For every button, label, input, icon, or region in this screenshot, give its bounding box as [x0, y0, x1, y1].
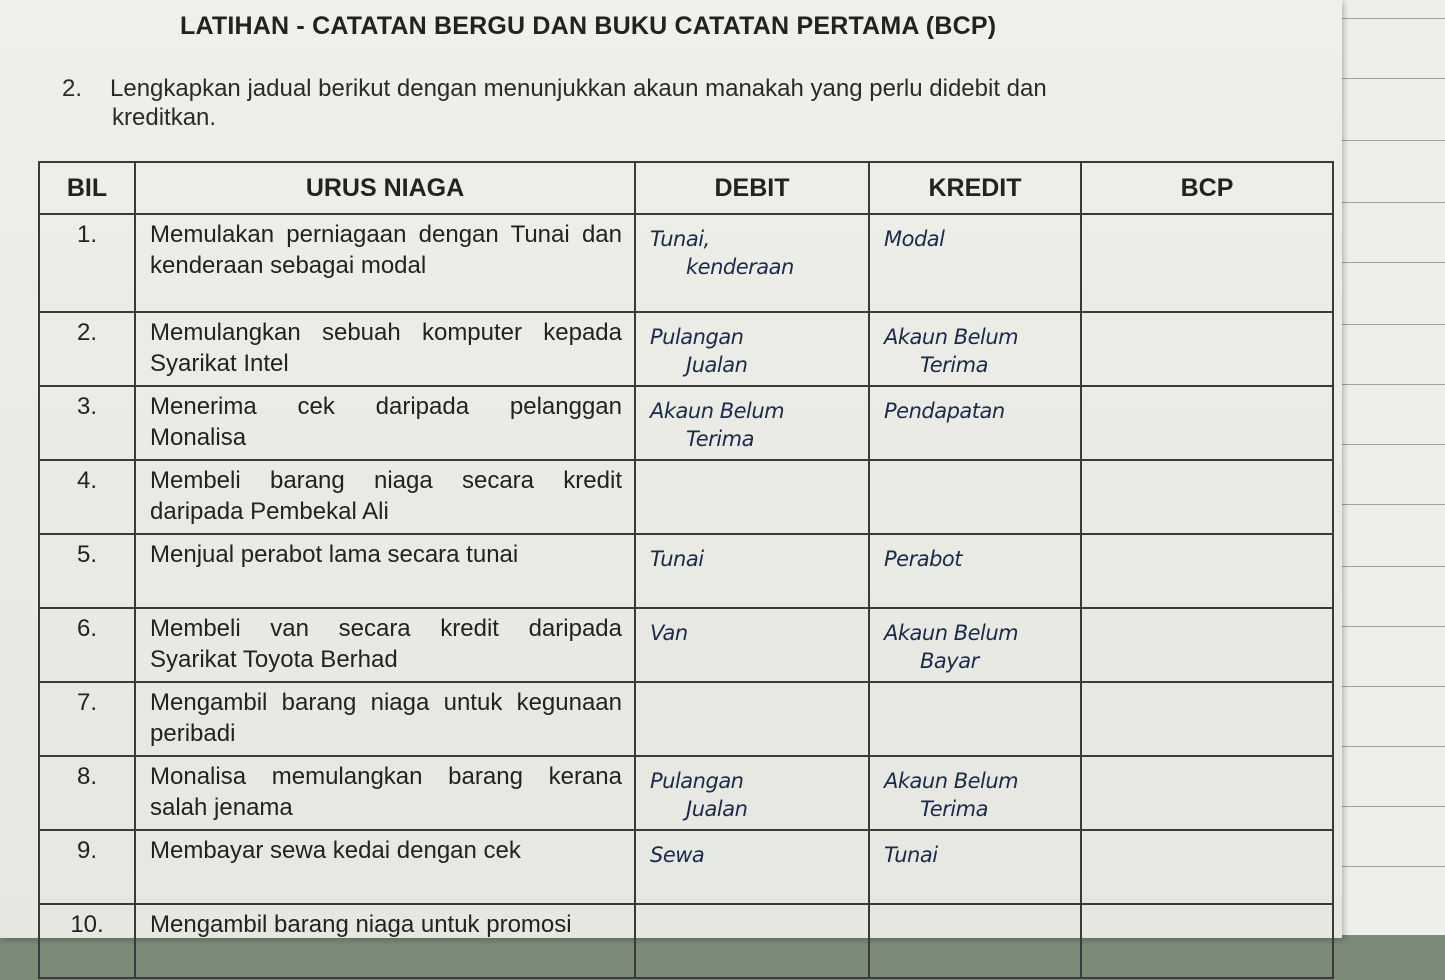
- cell-bcp[interactable]: [1081, 386, 1333, 460]
- cell-debit[interactable]: [635, 682, 869, 756]
- cell-bil: 2.: [39, 312, 135, 386]
- rule-line: [1338, 202, 1445, 203]
- cell-urus-niaga: Membayar sewa kedai dengan cek: [135, 830, 635, 904]
- handwritten-kredit-text: Akaun Belum: [884, 621, 1019, 645]
- header-bcp: BCP: [1081, 162, 1333, 214]
- handwritten-kredit-text: Akaun Belum: [884, 769, 1019, 793]
- rule-line: [1338, 262, 1445, 263]
- cell-bil: 9.: [39, 830, 135, 904]
- cell-urus-niaga: Menerima cek daripada pelanggan Monalisa: [135, 386, 635, 460]
- header-kredit: KREDIT: [869, 162, 1081, 214]
- handwritten-kredit-text: Terima: [920, 797, 988, 821]
- cell-bcp[interactable]: [1081, 830, 1333, 904]
- rule-line: [1338, 384, 1445, 385]
- cell-debit[interactable]: [635, 460, 869, 534]
- cell-kredit[interactable]: [869, 756, 1081, 830]
- handwritten-kredit-text: Pendapatan: [884, 399, 1005, 423]
- cell-bil: 8.: [39, 756, 135, 830]
- cell-urus-niaga: Memulangkan sebuah komputer kepada Syarikat Intel: [135, 312, 635, 386]
- rule-line: [1338, 78, 1445, 79]
- cell-bcp[interactable]: [1081, 214, 1333, 312]
- cell-bcp[interactable]: [1081, 756, 1333, 830]
- rule-line: [1338, 806, 1445, 807]
- header-debit: DEBIT: [635, 162, 869, 214]
- cell-bcp[interactable]: [1081, 460, 1333, 534]
- cell-kredit[interactable]: [869, 386, 1081, 460]
- header-bil: BIL: [39, 162, 135, 214]
- cell-bil: 5.: [39, 534, 135, 608]
- table-header-row: [39, 162, 1333, 214]
- cell-urus-niaga: Membeli van secara kredit daripada Syarikat Toyota Berhad: [135, 608, 635, 682]
- rule-line: [1338, 566, 1445, 567]
- handwritten-debit-text: Tunai: [650, 547, 704, 571]
- table-row: [39, 756, 1333, 830]
- handwritten-debit-text: kenderaan: [686, 255, 794, 279]
- cell-kredit[interactable]: [869, 214, 1081, 312]
- handwritten-kredit-text: Perabot: [884, 547, 962, 571]
- rule-line: [1338, 746, 1445, 747]
- cell-kredit[interactable]: [869, 312, 1081, 386]
- table-row: [39, 904, 1333, 978]
- worksheet-title: LATIHAN - CATATAN BERGU DAN BUKU CATATAN PERTAMA (BCP): [180, 12, 997, 40]
- handwritten-debit-text: Pulangan: [650, 325, 744, 349]
- cell-debit[interactable]: [635, 904, 869, 978]
- cell-debit[interactable]: [635, 608, 869, 682]
- cell-kredit[interactable]: [869, 608, 1081, 682]
- cell-kredit[interactable]: [869, 534, 1081, 608]
- transaction-table: [38, 161, 1334, 979]
- cell-bcp[interactable]: [1081, 682, 1333, 756]
- handwritten-debit-text: Sewa: [650, 843, 705, 867]
- rule-line: [1338, 686, 1445, 687]
- table-row: [39, 214, 1333, 312]
- handwritten-debit-text: Jualan: [686, 797, 748, 821]
- rule-line: [1338, 444, 1445, 445]
- cell-urus-niaga: Menjual perabot lama secara tunai: [135, 534, 635, 608]
- handwritten-kredit-text: Bayar: [920, 649, 979, 673]
- handwritten-debit-text: Tunai,: [650, 227, 710, 251]
- cell-bil: 4.: [39, 460, 135, 534]
- handwritten-debit-text: Jualan: [686, 353, 748, 377]
- cell-urus-niaga: Memulakan perniagaan dengan Tunai dan kenderaan sebagai modal: [135, 214, 635, 312]
- header-urus-niaga: URUS NIAGA: [135, 162, 635, 214]
- table-row: [39, 386, 1333, 460]
- cell-debit[interactable]: [635, 312, 869, 386]
- cell-bil: 6.: [39, 608, 135, 682]
- cell-kredit[interactable]: [869, 830, 1081, 904]
- question-text-line-2: kreditkan.: [112, 104, 217, 131]
- rule-line: [1338, 504, 1445, 505]
- table-row: [39, 830, 1333, 904]
- handwritten-debit-text: Akaun Belum: [650, 399, 785, 423]
- cell-bcp[interactable]: [1081, 608, 1333, 682]
- cell-bcp[interactable]: [1081, 534, 1333, 608]
- cell-kredit[interactable]: [869, 682, 1081, 756]
- cell-bil: 1.: [39, 214, 135, 312]
- table-row: [39, 312, 1333, 386]
- handwritten-kredit-text: Modal: [884, 227, 945, 251]
- cell-debit[interactable]: [635, 534, 869, 608]
- rule-line: [1338, 324, 1445, 325]
- handwritten-kredit-text: Tunai: [884, 843, 938, 867]
- handwritten-debit-text: Pulangan: [650, 769, 744, 793]
- rule-line: [1338, 866, 1445, 867]
- cell-bil: 3.: [39, 386, 135, 460]
- table-row: [39, 608, 1333, 682]
- cell-bcp[interactable]: [1081, 312, 1333, 386]
- rule-line: [1338, 626, 1445, 627]
- question-2: [62, 74, 1262, 132]
- handwritten-debit-text: Terima: [686, 427, 754, 451]
- cell-kredit[interactable]: [869, 460, 1081, 534]
- cell-bil: 10.: [39, 904, 135, 978]
- cell-debit[interactable]: [635, 386, 869, 460]
- rule-line: [1338, 18, 1445, 19]
- rule-line: [1338, 140, 1445, 141]
- handwritten-kredit-text: Terima: [920, 353, 988, 377]
- question-text-line-1: Lengkapkan jadual berikut dengan menunjukkan akaun manakah yang perlu didebit dan: [110, 75, 1047, 102]
- cell-urus-niaga: Mengambil barang niaga untuk kegunaan peribadi: [135, 682, 635, 756]
- table-row: [39, 682, 1333, 756]
- cell-debit[interactable]: [635, 756, 869, 830]
- table-row: [39, 460, 1333, 534]
- cell-bil: 7.: [39, 682, 135, 756]
- cell-kredit[interactable]: [869, 904, 1081, 978]
- handwritten-debit-text: Van: [650, 621, 688, 645]
- handwritten-kredit-text: Akaun Belum: [884, 325, 1019, 349]
- table-row: [39, 534, 1333, 608]
- cell-bcp[interactable]: [1081, 904, 1333, 978]
- cell-debit[interactable]: [635, 214, 869, 312]
- cell-urus-niaga: Monalisa memulangkan barang kerana salah jenama: [135, 756, 635, 830]
- table-body: [39, 214, 1333, 978]
- cell-urus-niaga: Membeli barang niaga secara kredit daripada Pembekal Ali: [135, 460, 635, 534]
- question-number: 2.: [62, 75, 83, 102]
- cell-urus-niaga: Mengambil barang niaga untuk promosi: [135, 904, 635, 978]
- cell-debit[interactable]: [635, 830, 869, 904]
